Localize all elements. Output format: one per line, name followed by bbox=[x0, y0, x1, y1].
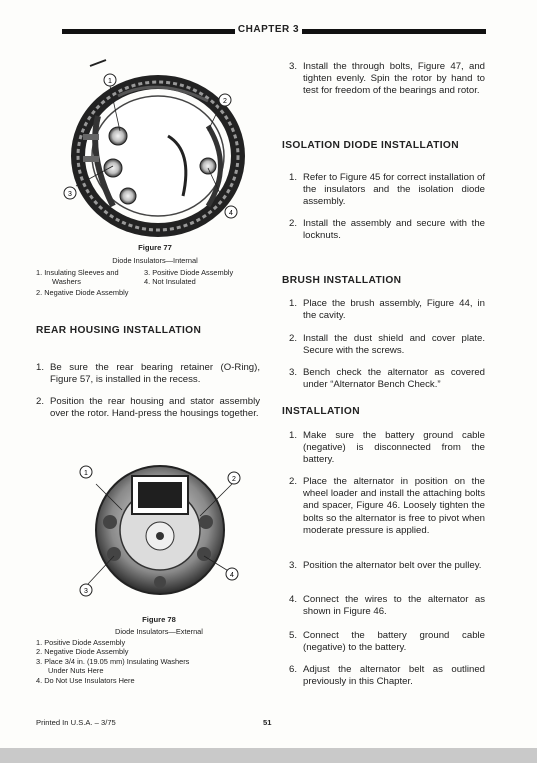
figure-78-legend-3b: Under Nuts Here bbox=[48, 666, 104, 675]
installation-heading: INSTALLATION bbox=[282, 406, 360, 417]
installation-step-2: 2. Place the alternator in position on the wheel loader and install the attaching bolts and spacer, Figure 46. Loosely tighten the bolts so the alternator is free to pivot when moderate pressure is applied. bbox=[289, 476, 485, 536]
svg-text:3: 3 bbox=[68, 191, 72, 198]
installation-step-3: 3. Position the alternator belt over the pulley. bbox=[289, 560, 482, 571]
installation-step-6: 6. Adjust the alternator belt as outlined previously in this Chapter. bbox=[289, 664, 485, 688]
figure-78-illustration bbox=[74, 452, 244, 602]
installation-step-5: 5. Connect the battery ground cable (negative) to the battery. bbox=[289, 630, 485, 654]
svg-text:1: 1 bbox=[108, 78, 112, 85]
svg-text:3: 3 bbox=[84, 588, 88, 595]
brush-heading: BRUSH INSTALLATION bbox=[282, 275, 402, 286]
page-number: 51 bbox=[263, 718, 272, 727]
svg-text:2: 2 bbox=[223, 98, 227, 105]
isolation-step-1: 1. Refer to Figure 45 for correct installation of the insulators and the isolation diode assembly. bbox=[289, 172, 485, 208]
svg-text:4: 4 bbox=[230, 572, 234, 579]
installation-step-1: 1. Make sure the battery ground cable (negative) is disconnected from the battery. bbox=[289, 430, 485, 466]
figure-78-legend-4: 4. Do Not Use Insulators Here bbox=[36, 676, 135, 685]
printed-notice: Printed In U.S.A. – 3/75 bbox=[36, 718, 116, 727]
rear-housing-step-2: 2. Position the rear housing and stator assembly over the rotor. Hand-press the housings together. bbox=[36, 396, 260, 420]
figure-77-illustration bbox=[58, 56, 253, 241]
brush-step-1: 1. Place the brush assembly, Figure 44, in the cavity. bbox=[289, 298, 485, 322]
figure-78-title: Figure 78 bbox=[142, 615, 176, 624]
isolation-heading: ISOLATION DIODE INSTALLATION bbox=[282, 140, 460, 151]
installation-step-4: 4. Connect the wires to the alternator as shown in Figure 46. bbox=[289, 594, 485, 618]
figure-78-subtitle: Diode Insulators—External bbox=[115, 627, 203, 636]
figure-78-legend-1: 1. Positive Diode Assembly bbox=[36, 638, 126, 647]
brush-step-2: 2. Install the dust shield and cover plate. Secure with the screws. bbox=[289, 333, 485, 357]
rotor-step-3: 3. Install the through bolts, Figure 47, and tighten evenly. Spin the rotor by hand to test for freedom of the bearings and rotor. bbox=[289, 61, 485, 97]
figure-77-legend-3: 3. Positive Diode Assembly bbox=[144, 268, 234, 277]
svg-text:4: 4 bbox=[229, 210, 233, 217]
figure-77-legend-1b: Washers bbox=[52, 277, 81, 286]
figure-77-subtitle: Diode Insulators—Internal bbox=[112, 256, 198, 265]
brush-step-3: 3. Bench check the alternator as covered under “Alternator Bench Check.” bbox=[289, 367, 485, 391]
figure-77-legend-4: 4. Not Insulated bbox=[144, 277, 196, 286]
viewer-bottom-strip bbox=[0, 748, 537, 763]
figure-77-legend-2: 2. Negative Diode Assembly bbox=[36, 288, 129, 297]
figure-77-legend-1: 1. Insulating Sleeves and bbox=[36, 268, 119, 277]
rear-housing-heading: REAR HOUSING INSTALLATION bbox=[36, 325, 202, 336]
figure-78-legend-3: 3. Place 3/4 in. (19.05 mm) Insulating Washers bbox=[36, 657, 190, 666]
svg-text:2: 2 bbox=[232, 476, 236, 483]
figure-78-legend-2: 2. Negative Diode Assembly bbox=[36, 647, 129, 656]
figure-77-title: Figure 77 bbox=[138, 243, 172, 252]
rear-housing-step-1: 1. Be sure the rear bearing retainer (O-Ring), Figure 57, is installed in the recess. bbox=[36, 362, 260, 386]
isolation-step-2: 2. Install the assembly and secure with the locknuts. bbox=[289, 218, 485, 242]
chapter-heading: CHAPTER 3 bbox=[0, 24, 537, 35]
svg-text:1: 1 bbox=[84, 470, 88, 477]
